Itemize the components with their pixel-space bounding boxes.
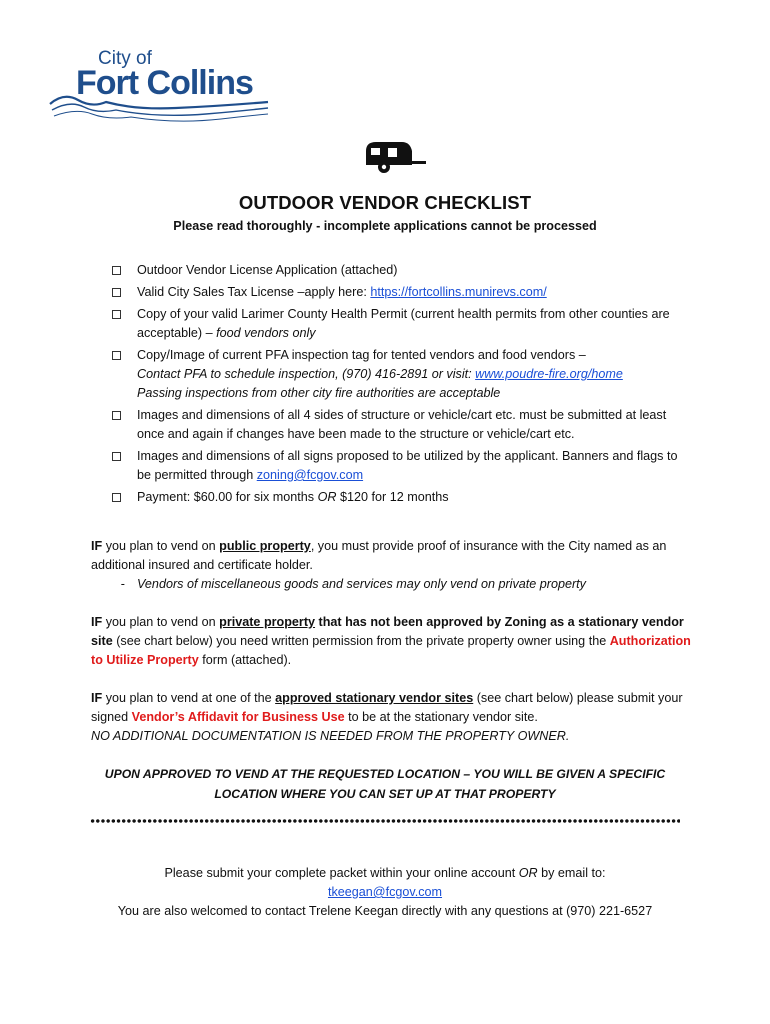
checklist-italic: Passing inspections from other city fire authorities are acceptable (137, 386, 501, 400)
checkbox-icon[interactable] (112, 266, 121, 275)
list-item (110, 305, 690, 343)
authorization-form-label: Authorization to Utilize Property (91, 633, 691, 667)
list-item (110, 261, 690, 280)
checklist-text: $120 for 12 months (336, 490, 449, 504)
checkbox-icon[interactable] (112, 288, 121, 297)
footer-text: Please submit your complete packet within your online account (164, 866, 519, 880)
dotted-divider (90, 819, 680, 823)
checklist-text: Images and dimensions of all signs proposed to be utilized by the applicant. Banners and flags to be permitted through (137, 449, 678, 482)
footer-text: by email to: (537, 866, 606, 880)
checklist-text: Payment: $60.00 for six months (137, 490, 318, 504)
paragraph-text: to be at the stationary vendor site. (344, 709, 538, 724)
munirevs-link[interactable]: https://fortcollins.munirevs.com/ (370, 285, 547, 299)
list-item (110, 346, 690, 403)
checklist-text: Valid City Sales Tax License –apply here: (137, 285, 371, 299)
checkbox-icon[interactable] (112, 493, 121, 502)
paragraph-text: you plan to vend on (102, 539, 220, 553)
footer (0, 864, 770, 921)
checkbox-icon[interactable] (112, 310, 121, 319)
city-logo (46, 44, 276, 134)
footer-italic: OR (518, 866, 538, 880)
checklist-text: Copy of your valid Larimer County Health Permit (current health permits from other counties are acceptable) – (137, 307, 670, 340)
affidavit-label: Vendor’s Affidavit for Business Use (131, 709, 345, 724)
paragraph-text: you plan to vend at one of the (102, 691, 276, 705)
paragraph-text: (see chart below) you need written permission from the private property owner using the (112, 633, 610, 648)
checklist-text: Copy/Image of current PFA inspection tag for tented vendors and food vendors – (137, 348, 586, 362)
no-documentation-note: NO ADDITIONAL DOCUMENTATION IS NEEDED FROM THE PROPERTY OWNER. (91, 728, 570, 743)
list-item (110, 283, 690, 302)
approved-sites-section (91, 689, 691, 745)
list-item (110, 406, 690, 444)
approval-notice-line: LOCATION WHERE YOU CAN SET UP AT THAT PROPERTY (214, 787, 556, 801)
paragraph-bold: that has not been approved by Zoning as a stationary vendor site (91, 615, 684, 648)
approval-notice-line: UPON APPROVED TO VEND AT THE REQUESTED LOCATION – YOU WILL BE GIVEN A SPECIFIC (104, 767, 666, 781)
checklist-italic: food vendors only (216, 326, 316, 340)
list-item (110, 488, 690, 507)
approved-sites-label: approved stationary vendor sites (275, 691, 474, 705)
if-label: IF (91, 615, 103, 629)
approval-notice (0, 764, 770, 804)
paragraph-text: form (attached). (198, 652, 292, 667)
checklist-text: Images and dimensions of all 4 sides of structure or vehicle/cart etc. must be submitted at least once and again if changes have been made to the structure or vehicle/cart etc. (137, 408, 667, 441)
checklist (110, 261, 690, 510)
page-subtitle: Please read thoroughly - incomplete applications cannot be processed (173, 219, 597, 233)
private-property-label: private property (219, 615, 316, 629)
poudre-fire-link[interactable]: www.poudre-fire.org/home (475, 367, 623, 381)
public-property-label: public property (219, 539, 311, 553)
if-label: IF (91, 691, 103, 705)
logo-large-text: Fort Collins (76, 64, 253, 102)
public-property-section (91, 537, 691, 593)
checkbox-icon[interactable] (112, 351, 121, 360)
checklist-italic: Contact PFA to schedule inspection, (970) 416-2891 or visit: (137, 367, 476, 381)
logo-small-text: City of (98, 48, 152, 69)
private-property-section (91, 613, 691, 669)
dash-bullet: - (120, 576, 125, 591)
checklist-italic: OR (317, 490, 337, 504)
contact-email-link[interactable]: tkeegan@fcgov.com (327, 885, 443, 899)
zoning-email-link[interactable]: zoning@fcgov.com (256, 468, 364, 482)
public-note: Vendors of miscellaneous goods and services may only vend on private property (137, 576, 586, 591)
checkbox-icon[interactable] (112, 452, 121, 461)
footer-text: You are also welcomed to contact Trelene Keegan directly with any questions at (970) 221-6527 (117, 904, 653, 918)
trailer-icon (362, 139, 428, 175)
list-item (110, 447, 690, 485)
if-label: IF (91, 539, 103, 553)
paragraph-text: you plan to vend on (102, 615, 220, 629)
checklist-text: Outdoor Vendor License Application (attached) (137, 263, 398, 277)
paragraph-text: , you must provide proof of insurance with the City named as an additional insured and certificate holder. (91, 539, 667, 572)
checkbox-icon[interactable] (112, 411, 121, 420)
page-title: OUTDOOR VENDOR CHECKLIST (238, 192, 532, 213)
paragraph-text: (see chart below) please submit your signed (91, 691, 683, 724)
